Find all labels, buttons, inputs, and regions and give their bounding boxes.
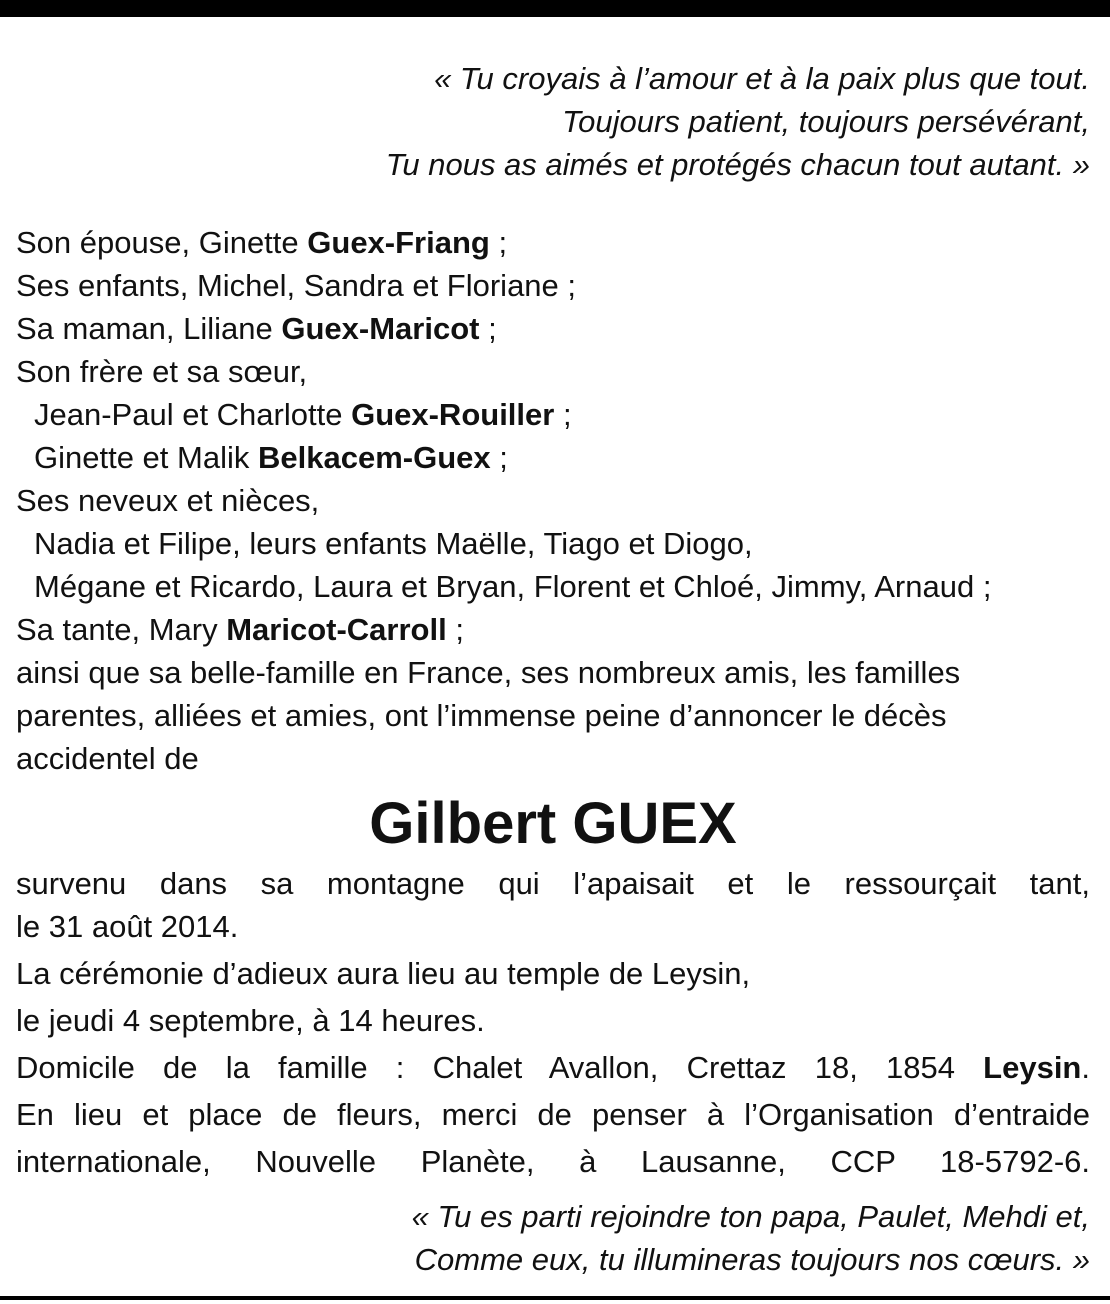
announcement-line: ainsi que sa belle-famille en France, ses nombreux amis, les familles [16, 655, 961, 690]
family-surname: Maricot-Carroll [226, 612, 447, 647]
family-wife: Son épouse, Ginette Guex-Friang ; [16, 225, 508, 260]
family-children: Ses enfants, Michel, Sandra et Floriane ; [16, 268, 577, 303]
family-siblings-intro: Son frère et sa sœur, [16, 354, 308, 389]
deceased-name: Gilbert GUEX [369, 791, 737, 856]
announcement-line: accidentel de [16, 741, 199, 776]
quote-line: Toujours patient, toujours persévérant, [562, 104, 1090, 139]
domicile-line: Domicile de la famille : Chalet Avallon, Crettaz 18, 1854 Leysin. [16, 1050, 1090, 1085]
family-list [16, 221, 1090, 780]
quote-line: Tu nous as aimés et protégés chacun tout autant. » [385, 147, 1090, 182]
family-nephews-intro: Ses neveux et nièces, [16, 483, 320, 518]
family-surname: Guex-Rouiller [351, 397, 555, 432]
domicile-town: Leysin [983, 1050, 1082, 1085]
details [16, 862, 1090, 1183]
announcement-line: parentes, alliées et amies, ont l’immense peine d’annoncer le décès [16, 698, 947, 733]
donation-line: internationale, Nouvelle Planète, à Lausanne, CCP 18-5792-6. [16, 1144, 1090, 1179]
family-sibling: Jean-Paul et Charlotte Guex-Rouiller ; [34, 397, 572, 432]
family-sibling: Ginette et Malik Belkacem-Guex ; [34, 440, 508, 475]
opening-quote [16, 57, 1090, 186]
ceremony-line: La cérémonie d’adieux aura lieu au temple de Leysin, [16, 956, 751, 991]
family-surname: Guex-Friang [307, 225, 490, 260]
family-aunt: Sa tante, Mary Maricot-Carroll ; [16, 612, 464, 647]
quote-line: « Tu es parti rejoindre ton papa, Paulet, Mehdi et, [411, 1199, 1090, 1234]
family-surname: Guex-Maricot [281, 311, 480, 346]
family-nephews: Mégane et Ricardo, Laura et Bryan, Florent et Chloé, Jimmy, Arnaud ; [34, 569, 992, 604]
quote-line: Comme eux, tu illumineras toujours nos cœurs. » [414, 1242, 1090, 1277]
quote-line: « Tu croyais à l’amour et à la paix plus que tout. [434, 61, 1090, 96]
top-rule [0, 0, 1110, 17]
family-surname: Belkacem-Guex [257, 440, 491, 475]
closing-quote [16, 1195, 1090, 1281]
details-line: le 31 août 2014. [16, 909, 239, 944]
details-line: survenu dans sa montagne qui l’apaisait et le ressourçait tant, [16, 866, 1090, 901]
obituary-notice [16, 57, 1090, 1281]
bottom-rule [0, 1296, 1110, 1300]
family-nephews: Nadia et Filipe, leurs enfants Maëlle, Tiago et Diogo, [34, 526, 753, 561]
ceremony-line: le jeudi 4 septembre, à 14 heures. [16, 1003, 485, 1038]
donation-line: En lieu et place de fleurs, merci de penser à l’Organisation d’entraide [16, 1097, 1090, 1132]
family-mother: Sa maman, Liliane Guex-Maricot ; [16, 311, 497, 346]
